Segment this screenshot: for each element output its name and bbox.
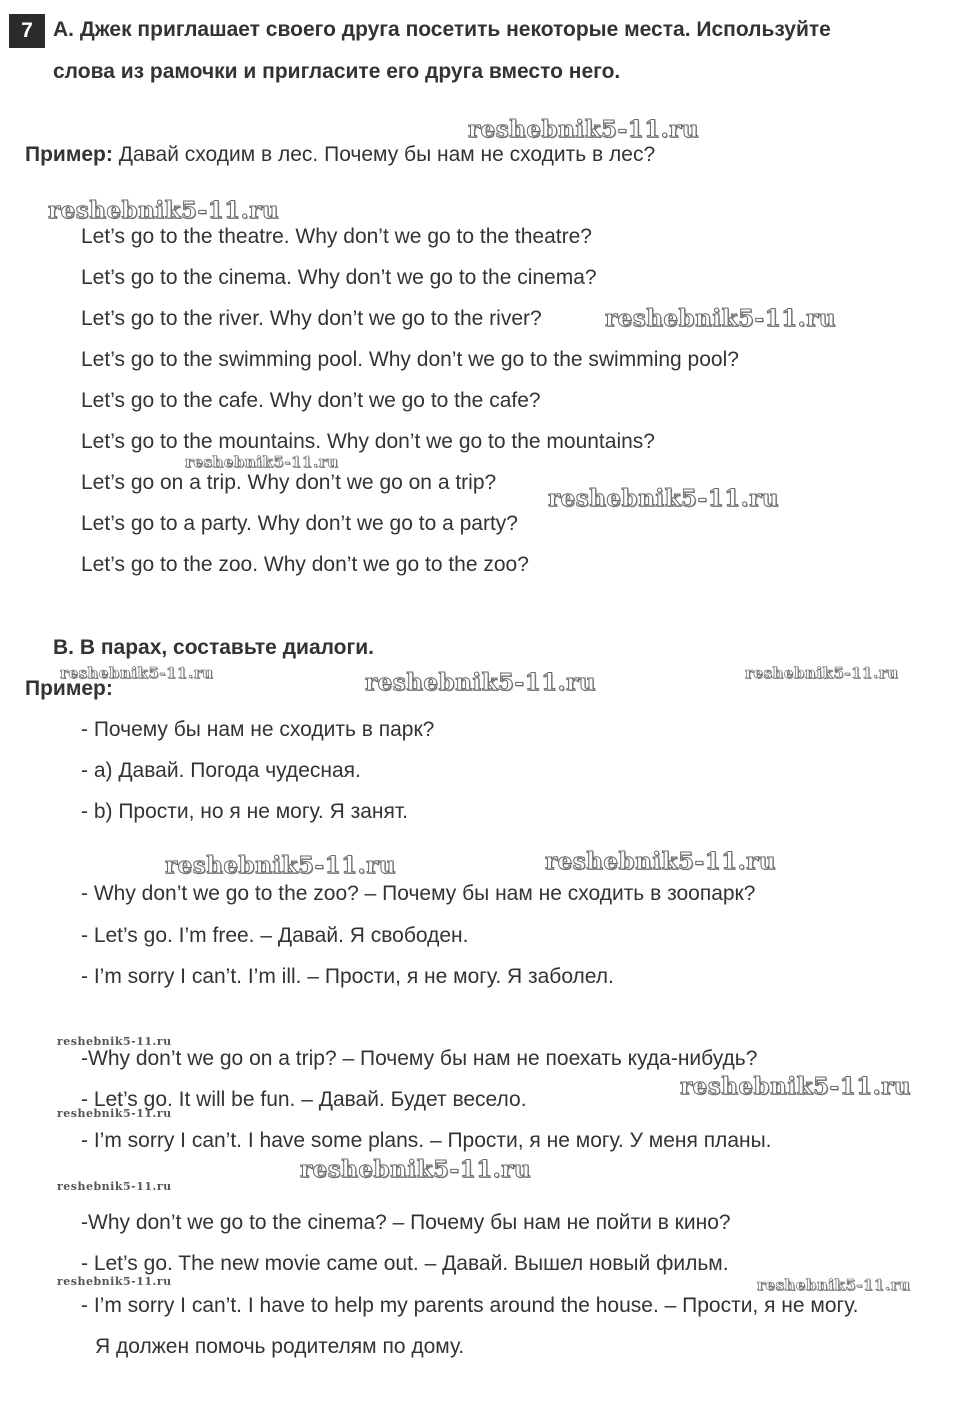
example-line: - Почему бы нам не сходить в парк? (81, 718, 435, 741)
watermark: reshebnik5-11.ru (57, 1107, 172, 1120)
dialogue-3-line: - Let’s go. The new movie came out. – Давай. Вышел новый фильм. (81, 1252, 729, 1275)
answer-line: Let’s go to the theatre. Why don’t we go to the theatre? (81, 225, 592, 248)
watermark: reshebnik5-11.ru (57, 1035, 172, 1048)
answer-line: Let’s go to the mountains. Why don’t we go to the mountains? (81, 430, 655, 453)
dialogue-3-line: -Why don’t we go to the cinema? – Почему бы нам не пойти в кино? (81, 1211, 731, 1234)
exercise-number-badge: 7 (9, 14, 45, 48)
answer-line: Let’s go to the cinema. Why don’t we go to the cinema? (81, 266, 597, 289)
watermark: reshebnik5-11.ru (468, 116, 699, 143)
dialogue-2-line: - Let’s go. It will be fun. – Давай. Будет весело. (81, 1088, 527, 1111)
dialogue-3-line: Я должен помочь родителям по дому. (95, 1335, 465, 1358)
example-a (25, 143, 655, 167)
answer-line: Let’s go to a party. Why don’t we go to a party? (81, 512, 518, 535)
dialogue-1-line: - I’m sorry I can’t. I’m ill. – Прости, я не могу. Я заболел. (81, 965, 614, 988)
example-line: - a) Давай. Погода чудесная. (81, 759, 361, 782)
dialogue-3-line: - I’m sorry I can’t. I have to help my parents around the house. – Прости, я не могу. (81, 1294, 859, 1317)
watermark: reshebnik5-11.ru (680, 1073, 911, 1100)
watermark: reshebnik5-11.ru (365, 669, 596, 696)
example-line: - b) Прости, но я не могу. Я занят. (81, 800, 408, 823)
task-a-line2: слова из рамочки и пригласите его друга вместо него. (53, 60, 621, 83)
answer-line: Let’s go to the river. Why don’t we go to the river? (81, 307, 542, 330)
task-a-line1: A. Джек приглашает своего друга посетить некоторые места. Используйте (53, 18, 831, 41)
example-label: Пример: (25, 143, 113, 166)
watermark: reshebnik5-11.ru (57, 1180, 172, 1193)
answer-line: Let’s go to the swimming pool. Why don’t we go to the swimming pool? (81, 348, 739, 371)
dialogue-2-line: -Why don’t we go on a trip? – Почему бы нам не поехать куда-нибудь? (81, 1047, 758, 1070)
watermark: reshebnik5-11.ru (745, 664, 899, 682)
watermark: reshebnik5-11.ru (757, 1276, 911, 1294)
answer-line: Let’s go to the cafe. Why don’t we go to the cafe? (81, 389, 541, 412)
example-text: Давай сходим в лес. Почему бы нам не сходить в лес? (112, 143, 656, 166)
watermark: reshebnik5-11.ru (185, 453, 339, 471)
dialogue-2-line: - I’m sorry I can’t. I have some plans. – Прости, я не могу. У меня планы. (81, 1129, 772, 1152)
dialogue-1-line: - Why don’t we go to the zoo? – Почему бы нам не сходить в зоопарк? (81, 882, 756, 905)
watermark: reshebnik5-11.ru (545, 848, 776, 875)
example-b-label: Пример: (25, 677, 113, 700)
watermark: reshebnik5-11.ru (300, 1156, 531, 1183)
task-b: B. В парах, составьте диалоги. (53, 636, 374, 659)
watermark: reshebnik5-11.ru (165, 852, 396, 879)
answer-line: Let’s go on a trip. Why don’t we go on a trip? (81, 471, 497, 494)
watermark: reshebnik5-11.ru (57, 1275, 172, 1288)
watermark: reshebnik5-11.ru (60, 664, 214, 682)
dialogue-1-line: - Let’s go. I’m free. – Давай. Я свободен. (81, 924, 469, 947)
watermark: reshebnik5-11.ru (605, 305, 836, 332)
watermark: reshebnik5-11.ru (548, 485, 779, 512)
answer-line: Let’s go to the zoo. Why don’t we go to the zoo? (81, 553, 529, 576)
watermark: reshebnik5-11.ru (48, 197, 279, 224)
